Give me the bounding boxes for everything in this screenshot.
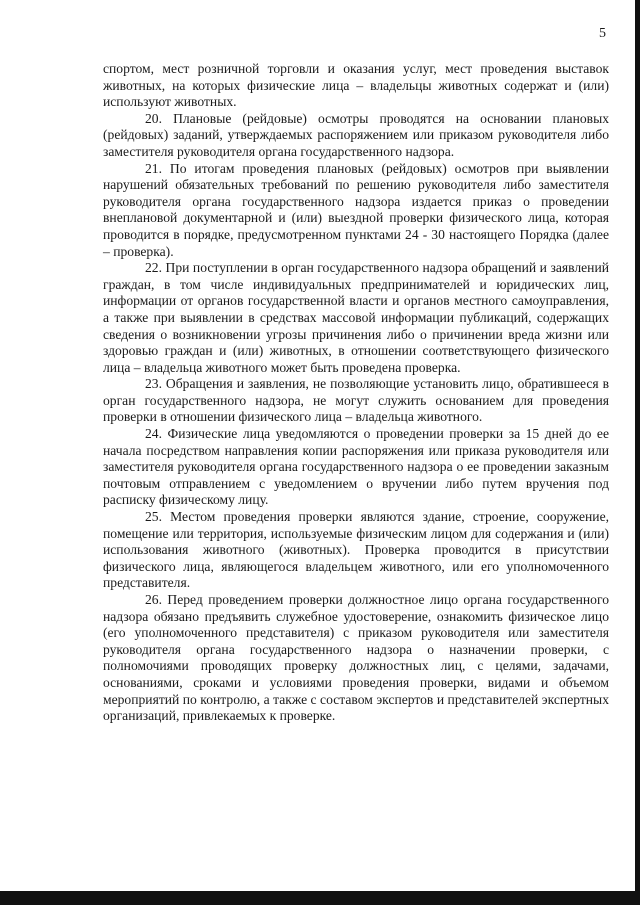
scan-edge-right [635,0,640,905]
paragraph-23: 23. Обращения и заявления, не позволяющие установить лицо, обратившееся в орган государственного надзора, не могут служить основанием для проведения проверки в отношении физического лица – владельца животного. [103,376,609,425]
scan-edge-bottom [0,891,640,905]
paragraph-25: 25. Местом проведения проверки являются здание, строение, сооружение, помещение или территория, используемые физическим лицом для содержания и (или) использования животного (животных). Проверка проводится в присутствии физического лица, являющегося владельцем животного, или его уполномоченного представителя. [103,509,609,591]
paragraph-20: 20. Плановые (рейдовые) осмотры проводятся на основании плановых (рейдовых) заданий, утверждаемых распоряжением или приказом руководителя либо заместителя руководителя органа государственного надзора. [103,110,609,159]
page-number: 5 [599,26,606,41]
paragraph-22: 22. При поступлении в орган государственного надзора обращений и заявлений граждан, в том числе индивидуальных предпринимателей и юридических лиц, информации от органов государственной власти и органов местного самоуправления, а также при выявлении в средствах массовой информации публикаций, содержащих сведения о возникновении угрозы причинения либо о причинении вреда жизни или здоровью граждан и (или) животных, в отношении соответствующего физического лица – владельца животного может быть проведена проверка. [103,260,609,375]
paragraph-21: 21. По итогам проведения плановых (рейдовых) осмотров при выявлении нарушений обязательных требований по решению руководителя либо заместителя руководителя органа государственного надзора издается приказ о проведении внеплановой документарной и (или) выездной проверки физического лица, которая проводится в порядке, предусмотренном пунктами 24 - 30 настоящего Порядка (далее – проверка). [103,160,609,259]
document-body [103,61,609,725]
paragraph-24: 24. Физические лица уведомляются о проведении проверки за 15 дней до ее начала посредством направления копии распоряжения или приказа руководителя или заместителя руководителя органа государственного надзора о ее проведении заказным почтовым отправлением с уведомлением о вручении либо путем вручения под расписку физическому лицу. [103,426,609,508]
paragraph-continuation: спортом, мест розничной торговли и оказания услуг, мест проведения выставок животных, на которых физические лица – владельцы животных содержат и (или) используют животных. [103,61,609,110]
paragraph-26: 26. Перед проведением проверки должностное лицо органа государственного надзора обязано предъявить служебное удостоверение, ознакомить физическое лицо (его уполномоченного представителя) с приказом руководителя или заместителя руководителя органа государственного надзора о назначении проверки, с полномочиями проводящих проверку должностных лиц, с целями, задачами, основаниями, сроками и условиями проведения проверки, видами и объемом мероприятий по контролю, а также с составом экспертов и представителей экспертных организаций, привлекаемых к проверке. [103,592,609,724]
